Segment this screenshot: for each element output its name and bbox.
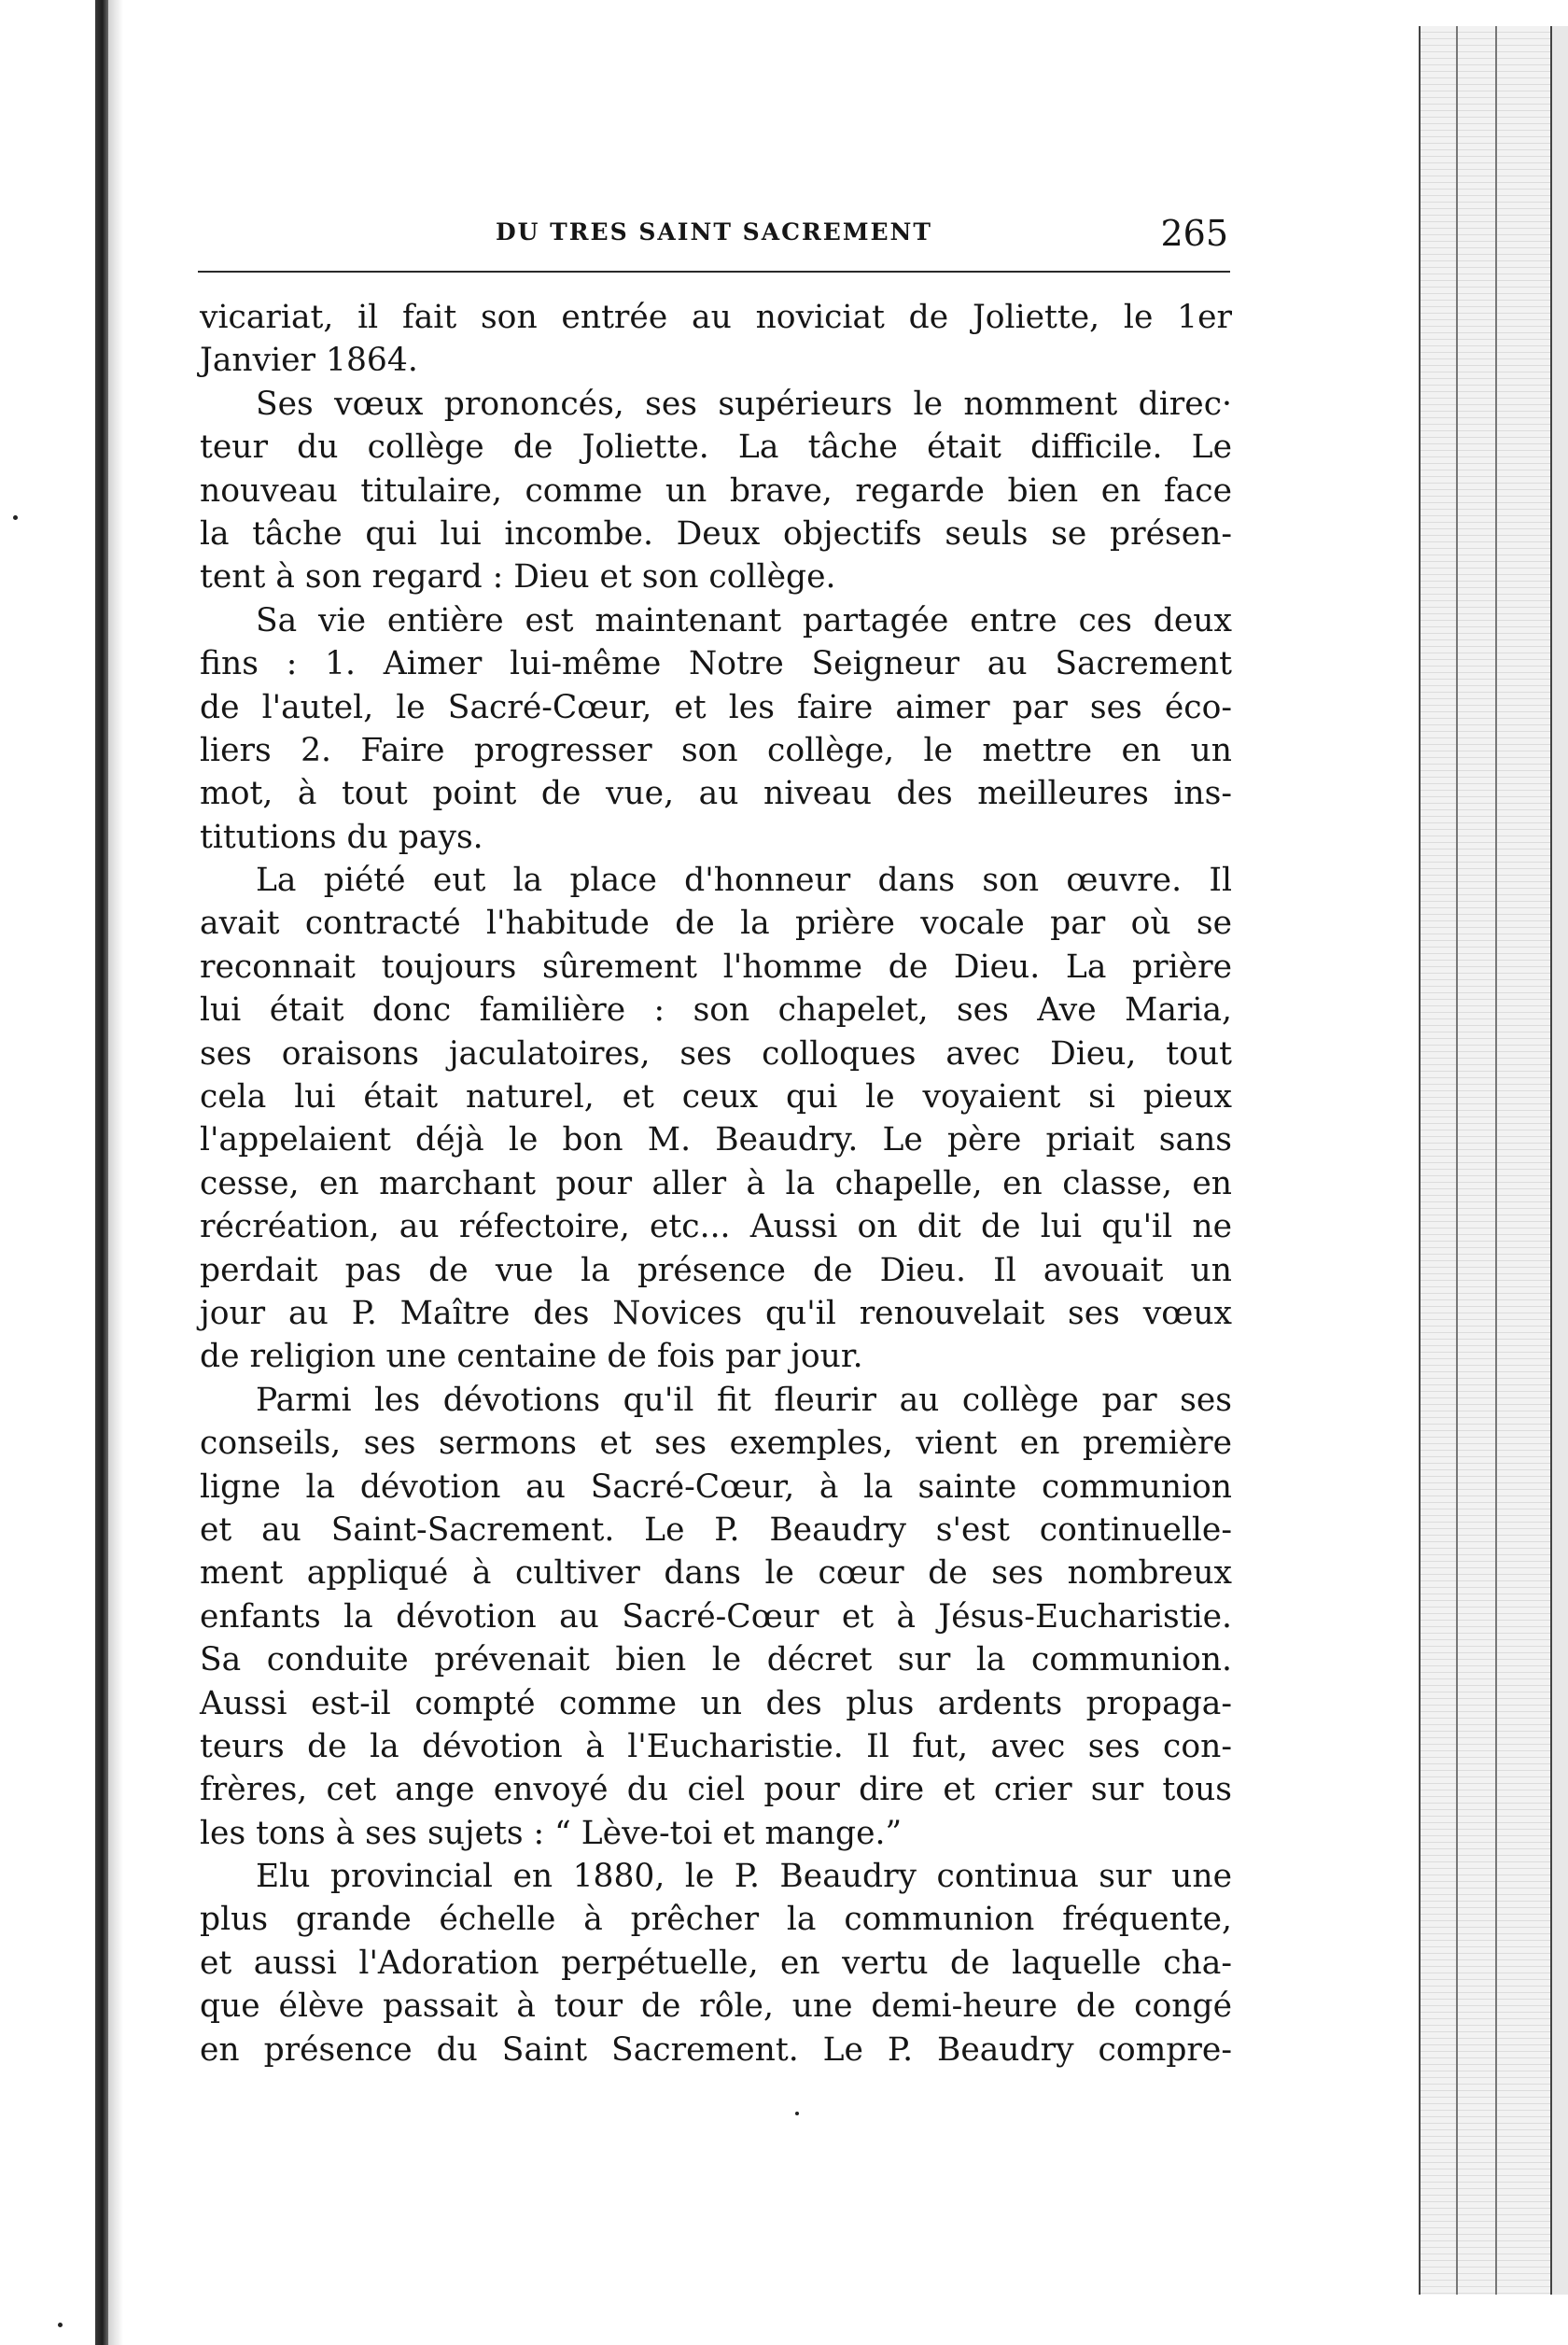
scan-speck: [795, 2112, 799, 2115]
gutter-shadow: [108, 0, 123, 2345]
text-line: Elu provincial en 1880, le P. Beaudry continua sur une: [256, 1858, 1232, 1896]
page-edge-line: [1456, 26, 1458, 2295]
text-line: la tâche qui lui incombe. Deux objectifs seuls se présen-: [200, 514, 1232, 553]
text-line: nouveau titulaire, comme un brave, regarde bien en face: [200, 471, 1232, 510]
text-line: La piété eut la place d'honneur dans son œuvre. Il: [256, 862, 1232, 900]
text-line: enfants la dévotion au Sacré-Cœur et à Jésus-Eucharistie.: [200, 1597, 1232, 1636]
text-line: avait contracté l'habitude de la prière vocale par où se: [200, 905, 1232, 943]
page-number: 265: [1160, 213, 1228, 254]
text-line: vicariat, il fait son entrée au noviciat de Joliette, le 1er: [200, 299, 1232, 336]
text-line: ses oraisons jaculatoires, ses colloques avec Dieu, tout: [200, 1034, 1232, 1073]
scan-speck: [58, 2323, 63, 2327]
text-line: tent à son regard : Dieu et son collège.: [200, 558, 836, 597]
running-head: DU TRES SAINT SACREMENT: [495, 218, 933, 246]
text-line: l'appelaient déjà le bon M. Beaudry. Le père priait sans: [200, 1121, 1232, 1159]
text-line: plus grande échelle à prêcher la communion fréquente,: [200, 1901, 1232, 1939]
page-edge-line: [1495, 26, 1497, 2295]
body-text: [200, 296, 1232, 2071]
text-line: cesse, en marchant pour aller à la chapelle, en classe, en: [200, 1164, 1232, 1202]
text-line: mot, à tout point de vue, au niveau des meilleures ins-: [200, 775, 1232, 813]
text-line: conseils, ses sermons et ses exemples, vient en première: [200, 1425, 1232, 1463]
text-line: et au Saint-Sacrement. Le P. Beaudry s'est continuelle-: [200, 1510, 1232, 1549]
text-line: que élève passait à tour de rôle, une demi-heure de congé: [200, 1987, 1232, 2026]
text-line: en présence du Saint Sacrement. Le P. Beaudry compre-: [200, 2030, 1232, 2069]
text-line: titutions du pays.: [200, 818, 483, 856]
text-line: ligne la dévotion au Sacré-Cœur, à la sainte communion: [200, 1467, 1232, 1506]
text-line: Janvier 1864.: [200, 342, 418, 380]
text-line: liers 2. Faire progresser son collège, le mettre en un: [200, 731, 1232, 769]
text-line: reconnait toujours sûrement l'homme de Dieu. La prière: [200, 948, 1232, 986]
text-line: perdait pas de vue la présence de Dieu. Il avouait un: [200, 1251, 1232, 1289]
text-line: Sa vie entière est maintenant partagée entre ces deux: [256, 601, 1232, 639]
book-binding-edge: [95, 0, 108, 2345]
text-line: et aussi l'Adoration perpétuelle, en vertu de laquelle cha-: [200, 1944, 1232, 1982]
header-rule: [198, 271, 1230, 273]
page-edge-stripes: [1419, 26, 1552, 2295]
text-line: de l'autel, le Sacré-Cœur, et les faire aimer par ses éco-: [200, 688, 1232, 726]
text-line: ment appliqué à cultiver dans le cœur de ses nombreux: [200, 1554, 1232, 1593]
page-stack-edges: [1419, 26, 1568, 2295]
text-line: fins : 1. Aimer lui-même Notre Seigneur au Sacrement: [200, 645, 1232, 683]
text-line: les tons à ses sujets : “ Lève-toi et mange.”: [200, 1814, 903, 1852]
text-line: cela lui était naturel, et ceux qui le voyaient si pieux: [200, 1078, 1232, 1116]
text-line: teurs de la dévotion à l'Eucharistie. Il fut, avec ses con-: [200, 1727, 1232, 1765]
page-edge-line: [1419, 26, 1421, 2295]
text-line: Sa conduite prévenait bien le décret sur la communion.: [200, 1641, 1232, 1679]
text-line: Parmi les dévotions qu'il fit fleurir au collège par ses: [256, 1381, 1232, 1419]
text-line: teur du collège de Joliette. La tâche était difficile. Le: [200, 428, 1232, 467]
scan-speck: [13, 515, 18, 520]
page-edge-outer: [1552, 26, 1568, 2295]
text-line: frères, cet ange envoyé du ciel pour dire et crier sur tous: [200, 1771, 1232, 1809]
text-line: lui était donc familière : son chapelet, ses Ave Maria,: [200, 991, 1232, 1030]
text-line: Ses vœux prononcés, ses supérieurs le nomment direc·: [256, 385, 1232, 423]
text-line: Aussi est-il compté comme un des plus ardents propaga-: [200, 1684, 1232, 1722]
text-line: jour au P. Maître des Novices qu'il renouvelait ses vœux: [200, 1294, 1232, 1332]
text-line: récréation, au réfectoire, etc... Aussi on dit de lui qu'il ne: [200, 1208, 1232, 1246]
text-line: de religion une centaine de fois par jour.: [200, 1338, 863, 1376]
page-header: [200, 213, 1228, 271]
